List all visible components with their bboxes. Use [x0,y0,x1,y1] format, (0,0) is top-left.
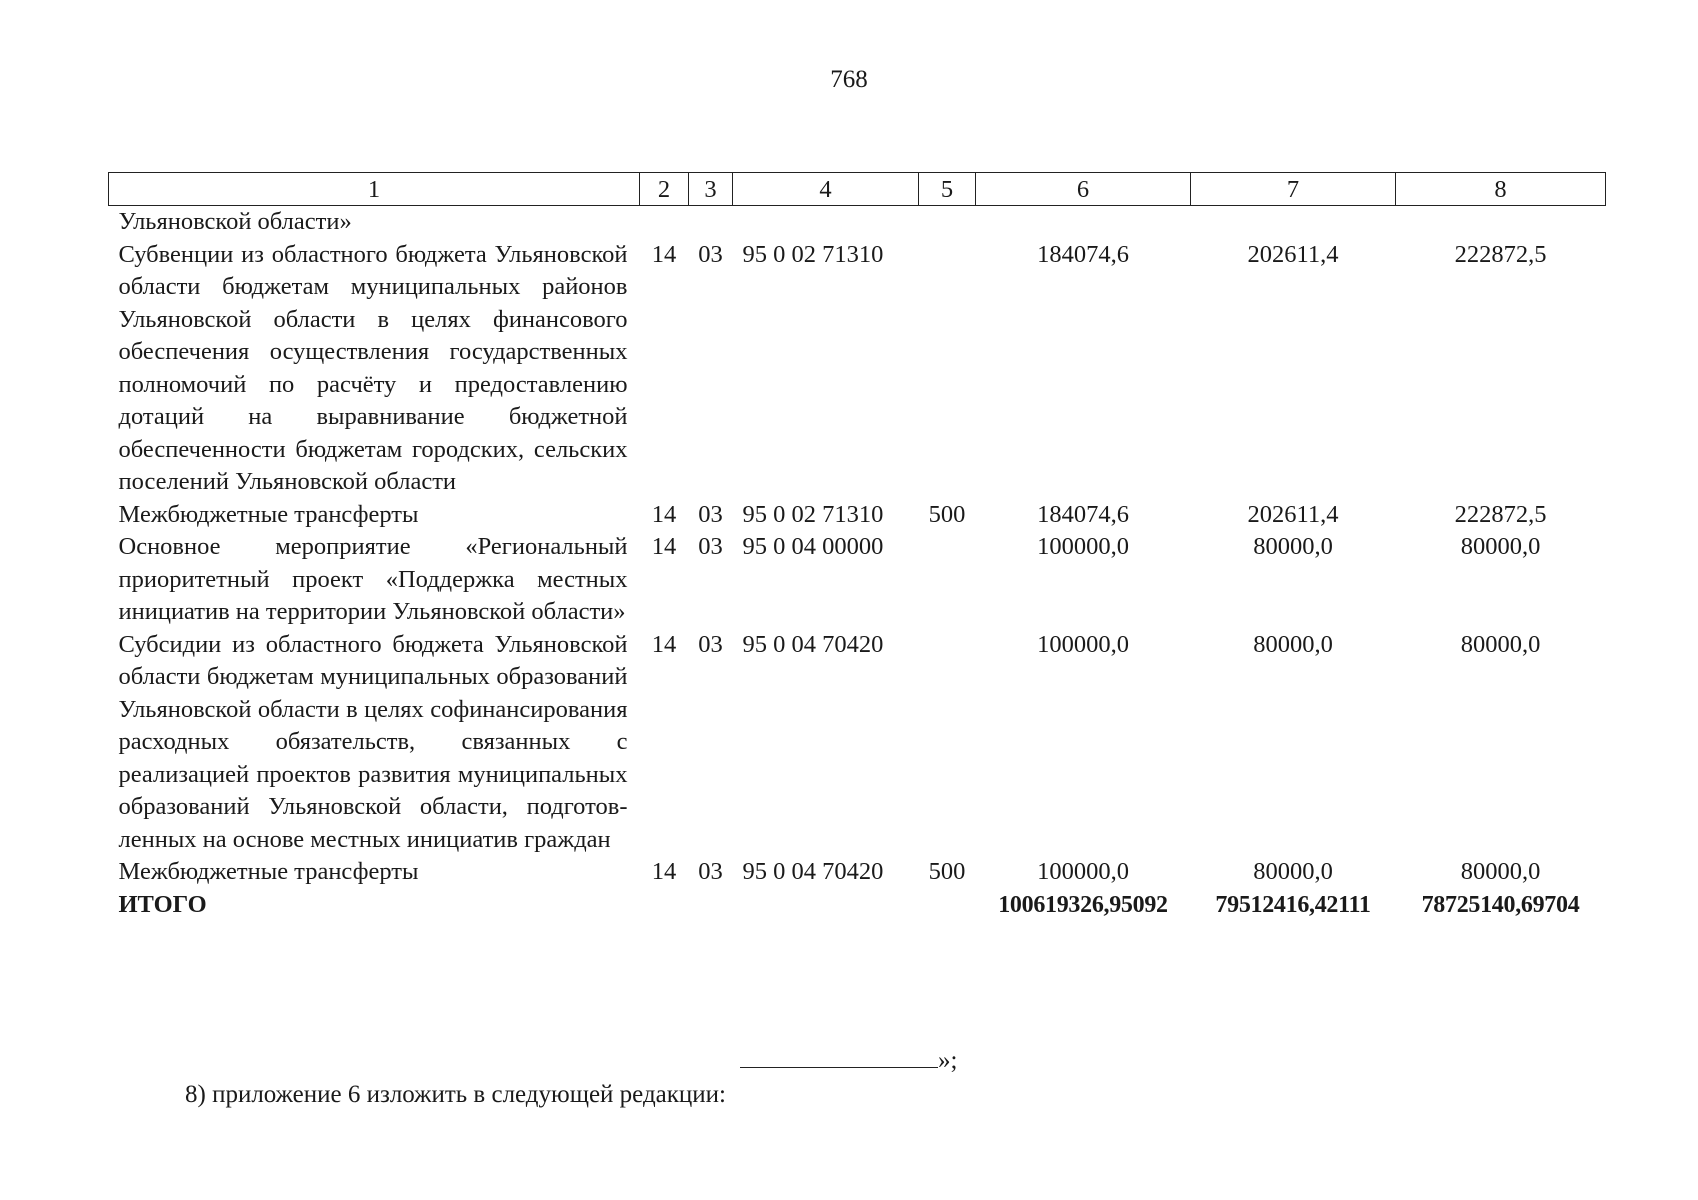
row-description: Субсидии из областного бюджета Ульяновской области бюджетам муниципальных образований Ульяновской области в целях софинансирования расходных обязательств, связанных с реализацией проектов развития муниципальных образований Ульяновской области, подготовленных на основе местных инициатив граждан [118,630,628,853]
row-value-col7: 80000,0 [1253,630,1333,658]
row-value-col8: 80000,0 [1460,533,1541,560]
closing-mark [740,1047,957,1075]
row-section: 14 [651,240,677,268]
column-header-5: 5 [919,173,976,206]
row-target-code: 95 0 02 71310 [742,500,884,528]
total-value-col6: 100619326,95092 [998,891,1168,918]
row-value-col7: 80000,0 [1253,533,1333,560]
row-value-col6: 100000,0 [1037,630,1129,658]
row-target-code: 95 0 04 70420 [742,858,884,885]
row-value-col7: 202611,4 [1247,500,1339,528]
row-expense-type: 500 [928,500,966,528]
budget-table [108,172,1606,921]
row-target-code: 95 0 02 71310 [742,240,884,268]
row-subsection: 03 [698,630,723,658]
row-expense-type [919,629,976,857]
row-value-col8 [1396,206,1606,239]
table-header-row [109,173,1606,206]
row-description: Межбюджетные трансферты [118,858,419,885]
row-value-col6: 184074,6 [1037,240,1129,268]
table-row [109,856,1606,889]
row-section: 14 [651,533,677,560]
table-row [109,531,1606,629]
row-subsection: 03 [698,533,723,560]
row-description: Субвенции из областного бюджета Ульяновской области бюджетам муниципальных районов Ульяновской области в целях финансового обеспечения осуществления государственных полномочий по расчёту и предоставлению дотаций на выравнивание бюджетной обеспеченности бюджетам городских, сельских поселений Ульяновской области [118,240,628,495]
row-value-col6: 100000,0 [1037,533,1129,560]
row-description: Ульяновской области» [118,208,352,235]
row-section: 14 [651,500,677,528]
row-target-code: 95 0 04 00000 [742,533,884,560]
column-header-1: 1 [109,173,640,206]
column-header-3: 3 [689,173,733,206]
total-label: ИТОГО [118,890,207,918]
total-value-col7: 79512416,42111 [1215,891,1371,918]
row-target-code: 95 0 04 70420 [742,630,884,658]
row-value-col7 [1191,206,1396,239]
row-subsection [689,206,733,239]
row-expense-type [919,239,976,499]
row-value-col7: 202611,4 [1247,240,1339,268]
total-value-col8: 78725140,69704 [1421,891,1580,918]
row-section: 14 [651,630,677,658]
row-expense-type: 500 [928,858,966,885]
row-target-code [733,206,919,239]
page-number: 768 [830,66,868,93]
row-value-col8: 222872,5 [1454,240,1547,268]
table-row [109,629,1606,857]
row-value-col7: 80000,0 [1253,858,1333,885]
row-description: Основное мероприятие «Региональный приоритетный проект «Поддержка местных инициатив на территории Ульяновской области» [118,533,628,625]
row-value-col6 [976,206,1191,239]
row-value-col6: 100000,0 [1037,858,1129,885]
row-expense-type [919,531,976,629]
row-value-col8: 222872,5 [1454,500,1547,528]
closing-quote: »; [938,1047,958,1074]
row-value-col8: 80000,0 [1460,630,1541,658]
row-subsection: 03 [698,858,723,885]
row-section [640,206,689,239]
table-row [109,206,1606,239]
row-value-col6: 184074,6 [1037,500,1129,528]
row-value-col8: 80000,0 [1460,858,1541,885]
row-description: Межбюджетные трансферты [118,500,419,528]
column-header-7: 7 [1191,173,1396,206]
row-subsection: 03 [698,240,723,268]
column-header-2: 2 [640,173,689,206]
row-subsection: 03 [698,500,723,528]
column-header-6: 6 [976,173,1191,206]
total-row [109,889,1606,922]
instruction-text: 8) приложение 6 изложить в следующей редакции: [185,1081,726,1108]
column-header-8: 8 [1396,173,1606,206]
row-section: 14 [651,858,677,885]
signature-line [740,1047,938,1068]
table-row [109,499,1606,532]
row-expense-type [919,206,976,239]
column-header-4: 4 [733,173,919,206]
table-row [109,239,1606,499]
